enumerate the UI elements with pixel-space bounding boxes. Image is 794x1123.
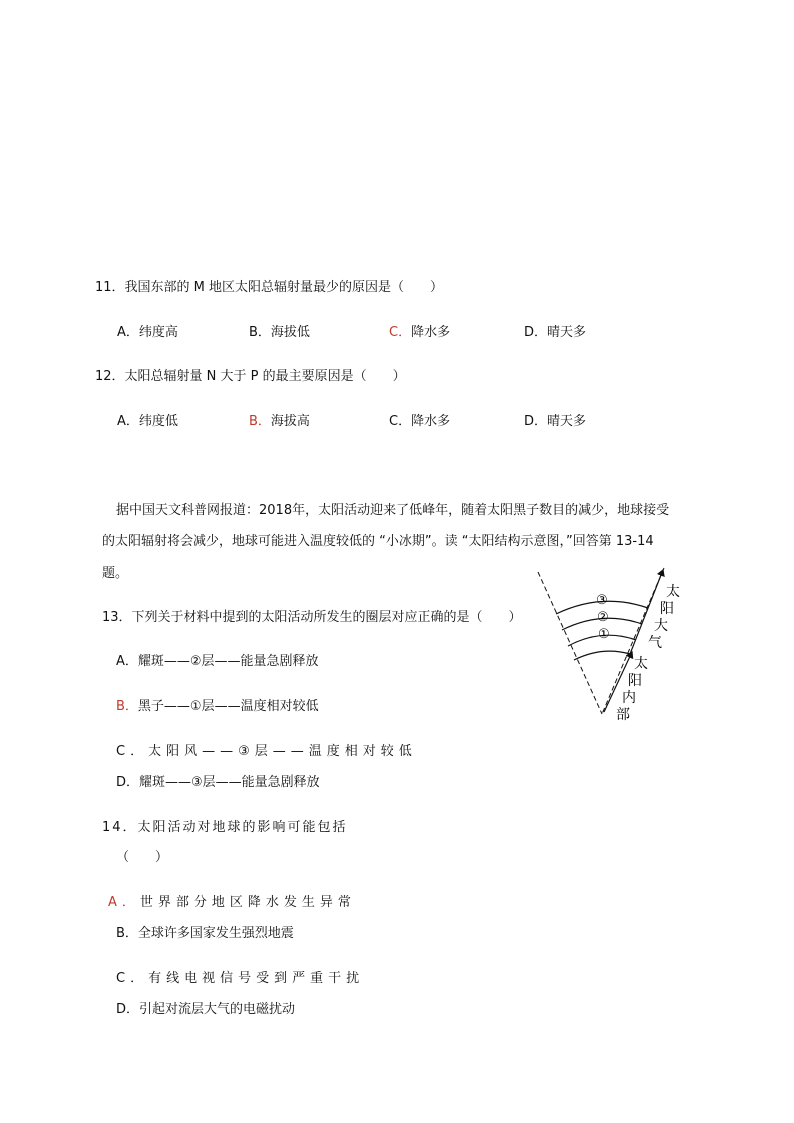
option-text: 全球许多国家发生强烈地震 bbox=[137, 926, 294, 941]
option-text: 晴天多 bbox=[547, 325, 587, 340]
option-letter: C． bbox=[116, 744, 149, 759]
option-text: 纬度低 bbox=[138, 414, 178, 429]
q12-stem: 12．太阳总辐射量 N 大于 P 的最主要原因是（ ） bbox=[95, 369, 406, 384]
layer-1-label: ① bbox=[598, 627, 610, 642]
option-letter: D． bbox=[524, 414, 548, 429]
q11-option-a bbox=[117, 324, 178, 342]
option-letter: C． bbox=[389, 414, 412, 429]
q14-bracket: （ ） bbox=[116, 850, 169, 865]
q13-option-c bbox=[116, 743, 417, 761]
option-letter: D． bbox=[116, 1002, 140, 1017]
q13-option-b bbox=[116, 698, 319, 716]
option-letter: A． bbox=[117, 325, 139, 340]
arc-base bbox=[574, 651, 630, 660]
option-text: 黑子——①层——温度相对较低 bbox=[137, 699, 319, 714]
option-letter: B． bbox=[249, 325, 271, 340]
option-text: 引起对流层大气的电磁扰动 bbox=[139, 1002, 296, 1017]
q11-option-b bbox=[249, 324, 310, 342]
q14-stem: 14．太阳活动对地球的影响可能包括 bbox=[102, 820, 348, 835]
passage-line-2: 的太阳辐射将会减少，地球可能进入温度较低的 “小冰期”。读 “太阳结构示意图，”回答第 13-14 bbox=[102, 534, 654, 549]
atmosphere-label-char-4: 气 bbox=[648, 635, 662, 651]
option-text: 有线电视信号受到严重干扰 bbox=[148, 971, 365, 986]
q13-option-d bbox=[116, 774, 320, 792]
q11-option-d bbox=[524, 324, 586, 342]
option-letter: C． bbox=[389, 325, 412, 340]
left-boundary-dashed bbox=[538, 572, 602, 714]
passage-line-3: 题。 bbox=[102, 566, 129, 581]
option-letter: B． bbox=[116, 699, 138, 714]
q14-option-c bbox=[116, 970, 364, 988]
atmosphere-label-char-2: 阳 bbox=[660, 601, 674, 617]
layer-3-label: ③ bbox=[596, 593, 608, 608]
layer-2-label: ② bbox=[597, 610, 609, 625]
interior-label-char-1: 太 bbox=[634, 656, 648, 672]
q12-option-d bbox=[524, 413, 586, 431]
q13-stem: 13．下列关于材料中提到的太阳活动所发生的圈层对应正确的是（ ） bbox=[102, 610, 522, 625]
q13-option-a bbox=[116, 653, 319, 671]
option-letter: D． bbox=[116, 775, 140, 790]
interior-label-char-3: 内 bbox=[622, 690, 636, 706]
option-text: 耀斑——③层——能量急剧释放 bbox=[139, 775, 320, 790]
option-letter: B． bbox=[116, 926, 138, 941]
option-text: 世界部分地区降水发生异常 bbox=[139, 895, 356, 910]
q11-option-c bbox=[389, 324, 450, 342]
interior-label-char-2: 阳 bbox=[628, 673, 642, 689]
option-text: 降水多 bbox=[411, 325, 451, 340]
option-text: 海拔高 bbox=[270, 414, 310, 429]
option-letter: B． bbox=[249, 414, 271, 429]
option-text: 耀斑——②层——能量急剧释放 bbox=[137, 654, 319, 669]
option-text: 太阳风——③层——温度相对较低 bbox=[148, 744, 417, 759]
q14-option-d bbox=[116, 1001, 295, 1019]
atmosphere-label-char-3: 大 bbox=[654, 618, 668, 634]
option-letter: C． bbox=[116, 971, 149, 986]
q12-option-a bbox=[117, 413, 178, 431]
q12-option-b bbox=[249, 413, 310, 431]
interior-label-char-4: 部 bbox=[616, 707, 630, 722]
option-letter: A． bbox=[116, 654, 138, 669]
sun-structure-diagram bbox=[530, 562, 700, 722]
q14-option-a bbox=[108, 894, 356, 912]
passage-line-1: 据中国天文科普网报道：2018年，太阳活动迎来了低峰年，随着太阳黑子数目的减少，地球接受 bbox=[116, 503, 670, 518]
option-text: 海拔低 bbox=[270, 325, 310, 340]
option-letter: A． bbox=[108, 895, 140, 910]
q11-stem: 11．我国东部的 M 地区太阳总辐射量最少的原因是（ ） bbox=[95, 280, 444, 295]
option-letter: A． bbox=[117, 414, 139, 429]
option-text: 晴天多 bbox=[547, 414, 587, 429]
option-text: 降水多 bbox=[411, 414, 451, 429]
option-letter: D． bbox=[524, 325, 548, 340]
atmosphere-label-char-1: 太 bbox=[666, 584, 680, 600]
q12-option-c bbox=[389, 413, 450, 431]
q14-option-b bbox=[116, 925, 294, 943]
option-text: 纬度高 bbox=[138, 325, 178, 340]
